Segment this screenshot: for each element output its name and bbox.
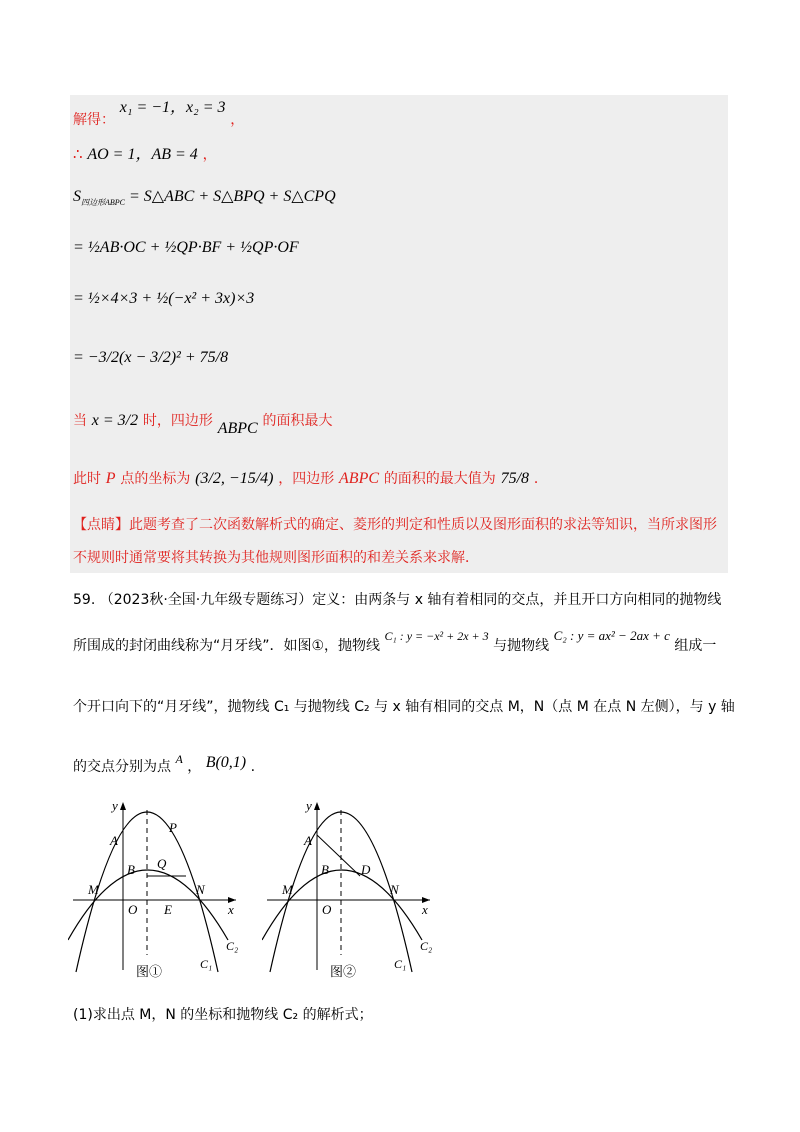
comment-line-1: [73, 515, 717, 535]
roots-label: 解得：: [73, 112, 115, 128]
when-shape: ABPC: [217, 420, 258, 437]
figure-1: [68, 790, 248, 982]
question-1: [73, 1005, 373, 1025]
at-mid: 点的坐标为: [120, 471, 191, 487]
fig1-label-n: N: [196, 882, 205, 897]
at-max-value: 75/8: [500, 470, 530, 487]
when-prefix: 当: [73, 413, 87, 429]
fig1-label-c2: C₂: [226, 939, 239, 953]
fig1-label-y: y: [112, 798, 118, 813]
step-3: [73, 289, 254, 309]
fig1-label-p: P: [169, 820, 177, 835]
when-mid: 时，四边形: [142, 413, 213, 429]
at-mid2: ，四边形: [278, 471, 335, 487]
fig2-label-d: D: [361, 862, 371, 877]
problem-line-4: [73, 752, 256, 777]
fig1-label-c1: C₁: [200, 957, 213, 971]
fig2-caption: 图②: [330, 964, 357, 979]
at-end: ．: [533, 471, 548, 487]
at-shape: ABPC: [339, 470, 380, 487]
fig1-label-o: O: [128, 902, 138, 917]
problem-text-2c: 组成一: [674, 638, 717, 654]
point-a-label: A: [175, 752, 183, 766]
fig2-label-x: x: [422, 902, 428, 917]
roots-equation: x₁ = −1，x₂ = 3: [119, 99, 226, 116]
ao-ab-comma: ，: [202, 147, 217, 163]
when-suffix: 的面积最大: [262, 413, 333, 429]
max-condition-line: [73, 410, 333, 437]
problem-text-4c: .: [250, 759, 256, 775]
step-2: [73, 238, 299, 258]
step-3-expression: = ½×4×3 + ½(−x² + 3x)×3: [73, 290, 255, 307]
when-x: x = 3/2: [91, 412, 139, 429]
point-b-coordinate: B(0,1): [205, 754, 247, 771]
solution-box: [70, 95, 728, 573]
therefore-line: [73, 144, 217, 165]
problem-line-3: [73, 697, 735, 717]
problem-line-2: [73, 628, 717, 656]
comment-tag: 【点睛】: [73, 517, 129, 533]
fig1-y-arrow: [120, 802, 126, 810]
fig2-label-a: A: [304, 833, 312, 848]
fig2-label-n: N: [390, 882, 399, 897]
at-coordinate: (3/2, −15/4): [195, 470, 274, 487]
fig2-label-c1: C₁: [394, 957, 407, 971]
problem-text-1: 定义：由两条与 x 轴有着相同的交点，并且开口方向相同的抛物线: [312, 592, 722, 608]
step-2-expression: = ½AB·OC + ½QP·BF + ½QP·OF: [73, 239, 299, 256]
fig1-label-b: B: [127, 862, 135, 877]
comment-text-1: 此题考查了二次函数解析式的确定、菱形的判定和性质以及图形面积的求法等知识，当所求图形: [129, 517, 717, 533]
problem-text-4b: ，: [187, 759, 202, 775]
problem-text-2a: 所围成的封闭曲线称为“月牙线”．如图①，抛物线: [73, 638, 381, 654]
fig2-label-y: y: [306, 798, 312, 813]
fig2-curve-c2: [262, 870, 422, 940]
question-1-text: (1)求出点 M，N 的坐标和抛物线 C₂ 的解析式；: [73, 1007, 373, 1023]
area-sum: = S△ABC + S△BPQ + S△CPQ: [129, 188, 336, 205]
ao-ab-values: AO = 1，AB = 4: [87, 146, 198, 163]
comment-line-2: [73, 548, 479, 568]
max-point-line: [73, 468, 548, 489]
roots-line: [73, 99, 245, 128]
at-prefix: 此时: [73, 471, 101, 487]
step-4-expression: = −3/2(x − 3/2)² + 75/8: [73, 349, 229, 366]
step-4: [73, 348, 228, 368]
c1-equation: C₁ : y = −x² + 2x + 3: [384, 629, 489, 643]
roots-comma: ，: [230, 112, 245, 128]
fig2-label-b: B: [321, 862, 329, 877]
area-subscript: 四边形ABPC: [81, 198, 125, 207]
problem-source: （2023秋·全国·九年级专题练习）: [99, 592, 313, 608]
fig1-label-q: Q: [157, 856, 167, 871]
problem-text-2b: 与抛物线: [493, 638, 550, 654]
fig2-label-c2: C₂: [420, 939, 433, 953]
fig2-label-m: M: [282, 882, 293, 897]
problem-number: 59.: [73, 592, 96, 608]
problem-text-4a: 的交点分别为点: [73, 759, 171, 775]
problem-line-1: [73, 590, 721, 610]
figure-2: [262, 790, 442, 982]
fig1-label-m: M: [88, 882, 99, 897]
at-mid3: 的面积的最大值为: [383, 471, 496, 487]
fig2-y-arrow: [314, 802, 320, 810]
area-symbol: S: [73, 188, 81, 205]
fig1-label-e: E: [164, 902, 172, 917]
fig1-caption: 图①: [136, 964, 163, 979]
fig2-label-o: O: [322, 902, 332, 917]
c2-equation: C₂ : y = ax² − 2ax + c: [553, 628, 670, 643]
fig1-label-x: x: [228, 902, 234, 917]
comment-text-2: 不规则时通常要将其转换为其他规则图形面积的和差关系来求解．: [73, 550, 479, 566]
therefore-symbol: ∴: [73, 145, 83, 163]
fig1-curve-c2: [68, 870, 228, 940]
area-decomposition: [73, 187, 336, 213]
fig1-label-a: A: [110, 833, 118, 848]
problem-text-3: 个开口向下的“月牙线”，抛物线 C₁ 与抛物线 C₂ 与 x 轴有相同的交点 M，N（点 M 在点 N 左侧），与 y 轴: [73, 699, 735, 715]
at-p: P: [105, 470, 116, 487]
